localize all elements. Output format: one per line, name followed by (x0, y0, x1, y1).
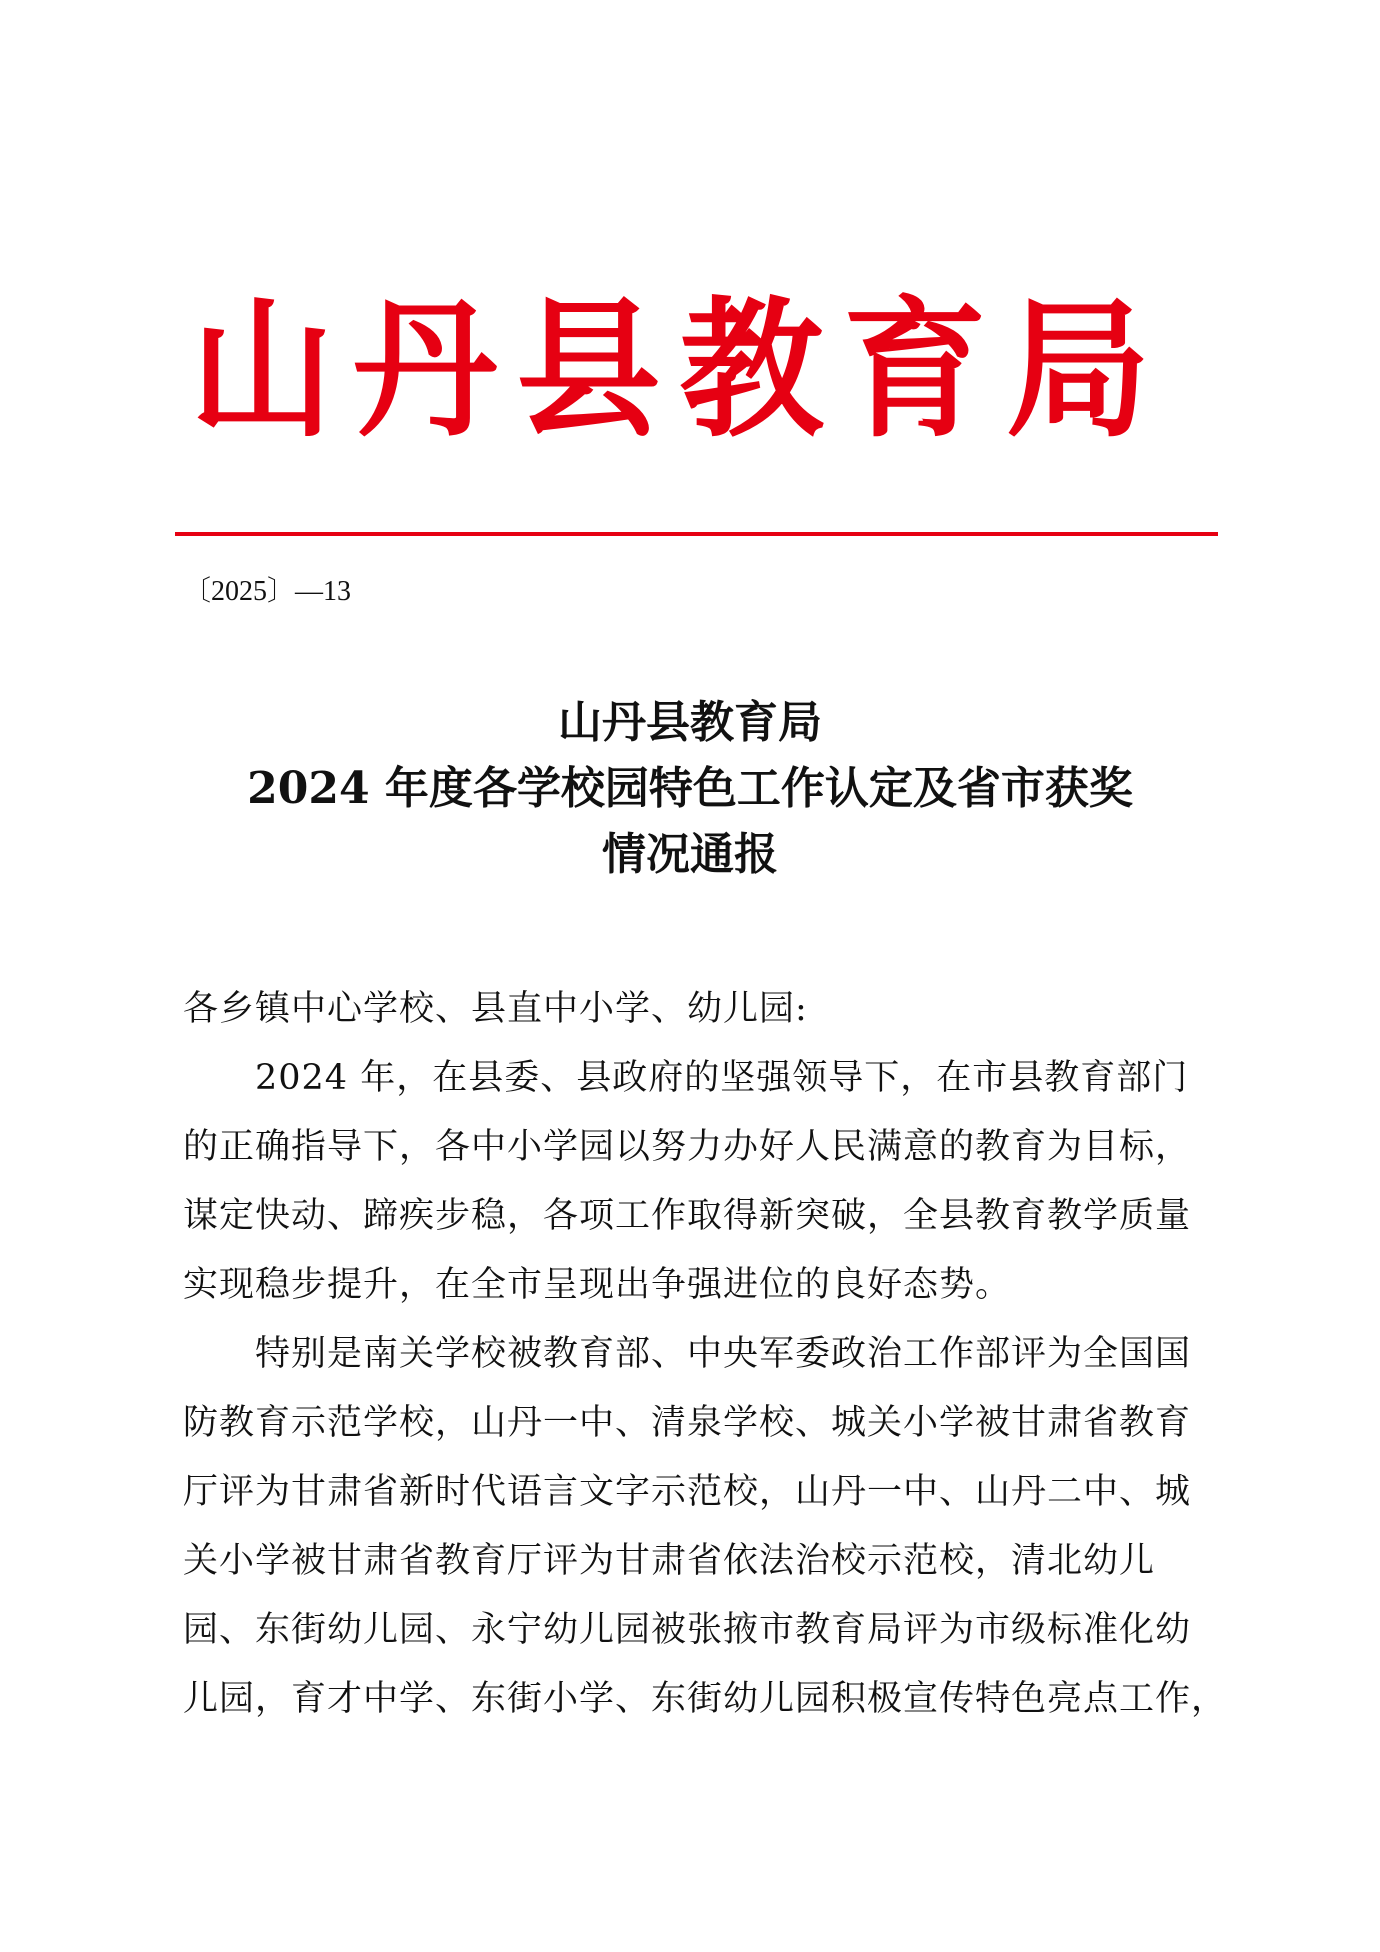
document-number: 〔2025〕—13 (183, 576, 352, 607)
paragraph-line: 谋定快动、蹄疾步稳，各项工作取得新突破，全县教育教学质量 (183, 1196, 1192, 1236)
document-body (183, 975, 1228, 1734)
document-title (150, 690, 1230, 888)
paragraph-line: 的正确指导下，各中小学园以努力办好人民满意的教育为目标， (183, 1127, 1192, 1167)
title-line-3: 情况通报 (602, 829, 778, 880)
title-line-1: 山丹县教育局 (558, 697, 822, 748)
paragraph-2 (183, 1320, 1228, 1734)
paragraph-line: 2024 年，在县委、县政府的坚强领导下，在市县教育部门 (255, 1058, 1189, 1098)
paragraph-line: 厅评为甘肃省新时代语言文字示范校，山丹一中、山丹二中、城 (183, 1472, 1192, 1512)
salutation: 各乡镇中心学校、县直中小学、幼儿园: (183, 989, 808, 1029)
paragraph-line: 防教育示范学校，山丹一中、清泉学校、城关小学被甘肃省教育 (183, 1403, 1192, 1443)
paragraph-line: 关小学被甘肃省教育厅评为甘肃省依法治校示范校，清北幼儿 (183, 1541, 1156, 1581)
paragraph-line: 园、东街幼儿园、永宁幼儿园被张掖市教育局评为市级标准化幼 (183, 1610, 1192, 1650)
paragraph-line: 实现稳步提升，在全市呈现出争强进位的良好态势。 (183, 1265, 1012, 1305)
title-line-2: 2024 年度各学校园特色工作认定及省市获奖 (247, 763, 1133, 814)
paragraph-1 (183, 1044, 1213, 1320)
paragraph-line: 特别是南关学校被教育部、中央军委政治工作部评为全国国 (255, 1334, 1192, 1374)
paragraph-line: 儿园，育才中学、东街小学、东街幼儿园积极宣传特色亮点工作， (183, 1679, 1228, 1719)
red-header-rule (175, 532, 1218, 536)
masthead-org-name: 山丹县教育局 (190, 282, 1170, 458)
